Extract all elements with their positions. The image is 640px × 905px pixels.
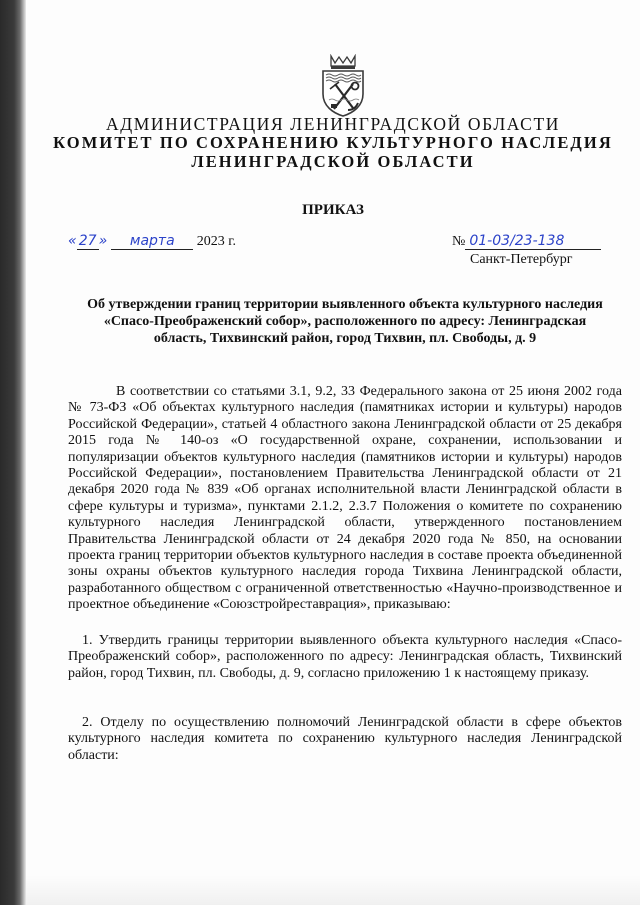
date-day: 27 <box>77 233 99 250</box>
preamble-paragraph: В соответствии со статьями 3.1, 9.2, 33 Федерального закона от 25 июня 2002 года № 73-ФЗ «Об объектах культурного наследия (памятниках истории и культуры) народов Российской Федерации», статьей 4 областного закона Ленинградской области от 25 декабря 2015 года № 140-оз «О государственной охране, сохранении, использовании и популяризации объектов культурного наследия (памятников истории и культуры) народов Российской Федерации», постановлением Правительства Ленинградской области от 21 декабря 2020 года № 839 «Об органах исполнительной власти Ленинградской области в сфере культуры и туризма», пунктами 2.1.2, 2.3.7 Положения о комитете по сохранению культурного наследия Ленинградской области, утвержденного постановлением Правительства Ленинградской области от 24 декабря 2020 года № 850, на основании проекта границ территории объектов культурного наследия в составе проекта объединенной зоны охраны объектов культурного наследия города Тихвина Ленинградской области, разработанного обществом с ограниченной ответственностью «Научно-производственное и проектное объединение «Союзстройреставрация», приказываю: <box>68 384 622 613</box>
document-number <box>452 233 601 250</box>
number-value: 01-03/23-138 <box>465 233 601 250</box>
city: Санкт-Петербург <box>470 252 573 267</box>
document-date <box>68 233 236 250</box>
document-type: ПРИКАЗ <box>302 202 364 218</box>
clause-2: 2. Отделу по осуществлению полномочий Ленинградской области в сфере объектов культурного наследия комитета по сохранению культурного наследия Ленинградской области: <box>68 715 622 763</box>
coat-of-arms-icon <box>317 54 369 118</box>
date-month: марта <box>111 233 193 250</box>
committee-heading: КОМИТЕТ ПО СОХРАНЕНИЮ КУЛЬТУРНОГО НАСЛЕДИЯ <box>53 133 613 152</box>
date-open-quote: « <box>68 233 77 249</box>
number-prefix: № <box>452 234 466 249</box>
scan-shadow <box>26 875 640 905</box>
order-subject: Об утверждении границ территории выявленного объекта культурного наследия «Спасо-Преображенский собор», расположенного по адресу: Ленинградская область, Тихвинский район, город Тихвин, пл. Свободы, д. 9 <box>87 297 603 346</box>
region-heading: ЛЕНИНГРАДСКОЙ ОБЛАСТИ <box>191 152 475 171</box>
administration-heading: АДМИНИСТРАЦИЯ ЛЕНИНГРАДСКОЙ ОБЛАСТИ <box>106 114 560 134</box>
date-year: 2023 г. <box>196 234 236 249</box>
clause-1: 1. Утвердить границы территории выявленного объекта культурного наследия «Спасо-Преображенский собор», расположенного по адресу: Ленинградская область, Тихвинский район, город Тихвин, пл. Свободы, д. 9, согласно приложению 1 к настоящему приказу. <box>68 633 622 681</box>
scan-dark-edge <box>0 0 26 905</box>
date-close-quote: » <box>98 233 108 249</box>
